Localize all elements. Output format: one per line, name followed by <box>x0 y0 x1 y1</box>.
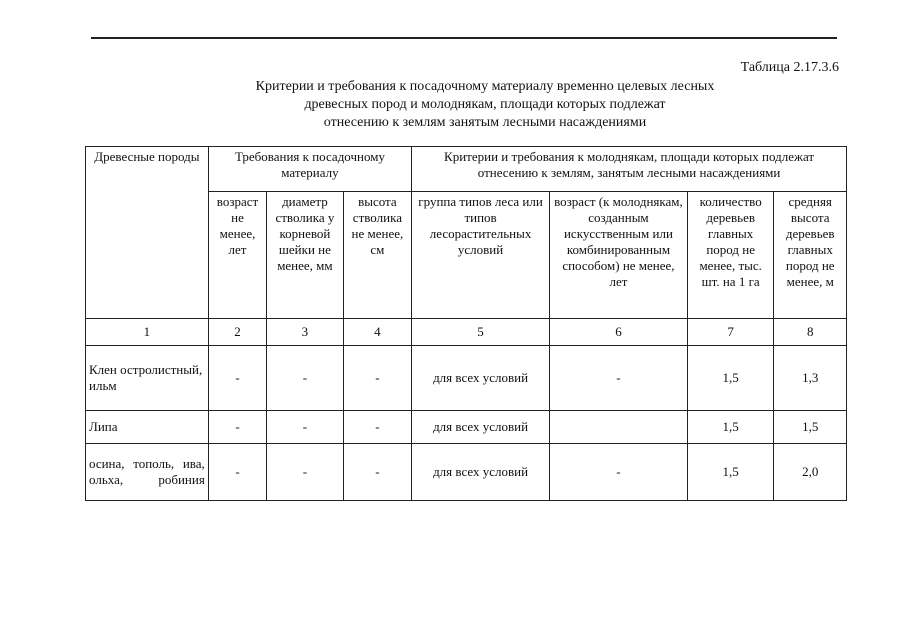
table-cell <box>550 411 688 444</box>
table-cell: - <box>343 444 411 501</box>
column-number: 7 <box>687 319 774 346</box>
column-number: 8 <box>774 319 847 346</box>
column-number: 1 <box>86 319 209 346</box>
header-diameter: диаметр стволика у корневой шейки не менее, мм <box>267 192 343 319</box>
table-cell: - <box>208 346 266 411</box>
table-cell: 1,5 <box>774 411 847 444</box>
header-forest-type: группа типов леса или типов лесорастительных условий <box>412 192 550 319</box>
header-young-stands: Критерии и требования к молоднякам, площади которых подлежат отнесению к землям, занятым лесными насаждениями <box>412 147 847 192</box>
table-cell: - <box>550 346 688 411</box>
title-line-1: Критерии и требования к посадочному материалу временно целевых лесных <box>255 79 715 94</box>
table-number: Таблица 2.17.3.6 <box>740 60 839 75</box>
column-number: 5 <box>412 319 550 346</box>
header-species: Древесные породы <box>86 147 209 319</box>
column-number: 4 <box>343 319 411 346</box>
table-cell: 2,0 <box>774 444 847 501</box>
table-cell: для всех условий <box>412 411 550 444</box>
table-row <box>86 346 847 411</box>
table-cell: - <box>343 411 411 444</box>
table-cell: - <box>550 444 688 501</box>
header-planting-material: Требования к посадочному материалу <box>208 147 411 192</box>
table-row <box>86 444 847 501</box>
species-cell: Липа <box>86 411 209 444</box>
column-numbers-row <box>86 319 847 346</box>
table-row <box>86 411 847 444</box>
species-cell: осина, тополь, ива, ольха, робиния <box>86 444 209 501</box>
title-line-2: древесных пород и молоднякам, площади которых подлежат <box>304 97 666 112</box>
column-number: 3 <box>267 319 343 346</box>
header-young-age: возраст (к молоднякам, созданным искусственным или комбинированным способом) не менее, лет <box>550 192 688 319</box>
header-height: высота стволика не менее, см <box>343 192 411 319</box>
table-cell: - <box>208 444 266 501</box>
column-number: 6 <box>550 319 688 346</box>
top-rule <box>91 37 837 39</box>
species-cell: Клен остролистный, ильм <box>86 346 209 411</box>
header-mean-height: средняя высота деревьев главных пород не менее, м <box>774 192 847 319</box>
table-cell: 1,3 <box>774 346 847 411</box>
table-cell: 1,5 <box>687 444 774 501</box>
column-number: 2 <box>208 319 266 346</box>
table-cell: 1,5 <box>687 346 774 411</box>
table-cell: - <box>267 346 343 411</box>
table-cell: - <box>267 444 343 501</box>
header-age: возраст не менее, лет <box>208 192 266 319</box>
table-cell: 1,5 <box>687 411 774 444</box>
header-tree-count: количество деревьев главных пород не менее, тыс. шт. на 1 га <box>687 192 774 319</box>
title-line-3: отнесению к землям занятым лесными насаждениями <box>323 115 647 130</box>
table-cell: - <box>343 346 411 411</box>
table-title <box>200 78 770 132</box>
table-cell: для всех условий <box>412 444 550 501</box>
table-cell: для всех условий <box>412 346 550 411</box>
table-cell: - <box>267 411 343 444</box>
criteria-table <box>85 146 847 501</box>
table-cell: - <box>208 411 266 444</box>
